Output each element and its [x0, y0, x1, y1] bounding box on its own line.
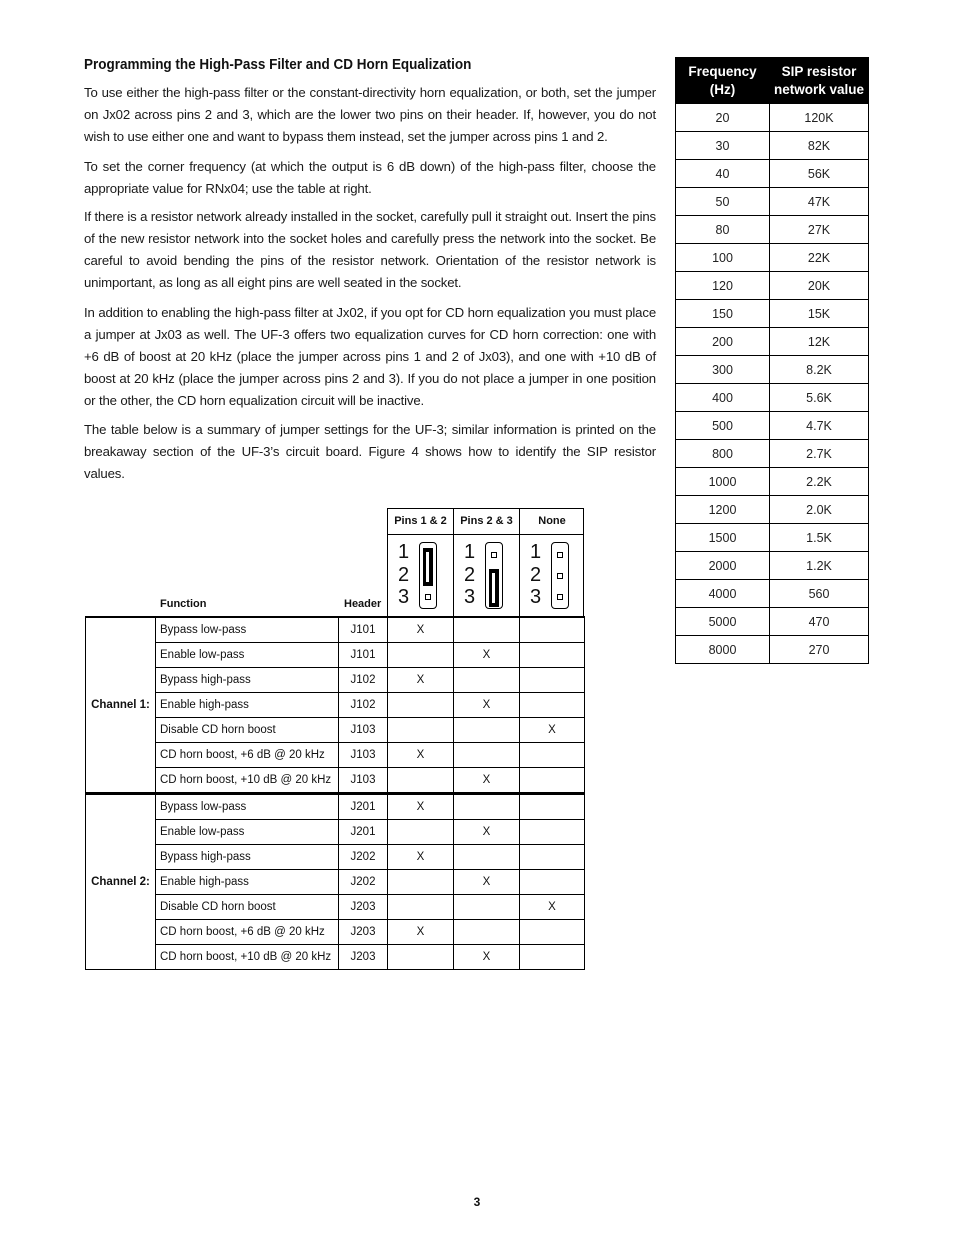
sip-value-cell: 270: [770, 636, 869, 664]
jumper-settings-table: [85, 616, 585, 970]
frequency-cell: 4000: [676, 580, 770, 608]
mark-cell: [454, 718, 520, 743]
mark-cell: [388, 870, 454, 895]
frequency-row: [676, 440, 869, 468]
table-row: [86, 668, 585, 693]
frequency-row: [676, 552, 869, 580]
frequency-cell: 150: [676, 300, 770, 328]
frequency-cell: 30: [676, 132, 770, 160]
header-cell: J203: [339, 945, 388, 970]
mark-cell: [454, 895, 520, 920]
table-row: [86, 820, 585, 845]
channel-group: [86, 794, 585, 970]
sip-value-cell: 2.0K: [770, 496, 869, 524]
frequency-cell: 400: [676, 384, 770, 412]
function-cell: Enable low-pass: [156, 820, 339, 845]
sip-value-cell: 2.7K: [770, 440, 869, 468]
frequency-cell: 500: [676, 412, 770, 440]
position-pins-2-3: [454, 509, 520, 617]
mark-cell: X: [388, 845, 454, 870]
mark-cell: [520, 643, 585, 668]
mark-cell: X: [388, 668, 454, 693]
mark-cell: [388, 768, 454, 794]
jumper-position-header: [387, 508, 584, 616]
frequency-cell: 50: [676, 188, 770, 216]
frequency-cell: 1500: [676, 524, 770, 552]
frequency-cell: 120: [676, 272, 770, 300]
sip-value-cell: 82K: [770, 132, 869, 160]
function-cell: CD horn boost, +10 dB @ 20 kHz: [156, 945, 339, 970]
mark-cell: [454, 668, 520, 693]
frequency-row: [676, 328, 869, 356]
function-cell: Enable high-pass: [156, 693, 339, 718]
paragraph-resistor-network: If there is a resistor network already installed in the socket, carefully pull it straight out. Insert the pins of the new resistor network into the socket holes and carefully press the network into the socket. Be careful to avoid bending the pins of the resistor network. Orientation of the resistor network is unimportant, as long as all eight pins are well seated in the socket.: [84, 209, 656, 290]
shunt-icon: [489, 569, 499, 607]
sip-value-cell: 22K: [770, 244, 869, 272]
frequency-cell: 800: [676, 440, 770, 468]
frequency-row: [676, 132, 869, 160]
frequency-row: [676, 524, 869, 552]
sip-value-cell: 56K: [770, 160, 869, 188]
mark-cell: [520, 870, 585, 895]
sip-value-column-header: SIP resistor network value: [770, 58, 869, 104]
table-row: [86, 920, 585, 945]
pin-numbers: 1 2 3: [398, 541, 410, 608]
mark-cell: X: [388, 743, 454, 768]
mark-cell: [388, 820, 454, 845]
jumper-header-icon: [485, 542, 503, 609]
mark-cell: [520, 845, 585, 870]
frequency-row: [676, 496, 869, 524]
sip-value-cell: 8.2K: [770, 356, 869, 384]
mark-cell: [454, 794, 520, 820]
sip-value-cell: 1.2K: [770, 552, 869, 580]
table-row: [86, 617, 585, 643]
paragraph-jumper-jx02: To use either the high-pass filter or the constant-directivity horn equalization, or both, set the jumper on Jx02 across pins 2 and 3, which are the lower two pins on their header. If, however, you do not wish to use either one and want to bypass them instead, set the jumper across pins 1 and 2.: [84, 85, 656, 144]
mark-cell: [520, 668, 585, 693]
shunt-icon: [423, 548, 433, 586]
frequency-cell: 200: [676, 328, 770, 356]
paragraph-cd-horn-eq: In addition to enabling the high-pass filter at Jx02, if you opt for CD horn equalization you must place a jumper at Jx03 as well. The UF-3 offers two equalization curves for CD horn correction: one with +6 dB of boost at 20 kHz (place the jumper across pins 1 and 2 of Jx03), and one with +10 dB of boost at 20 kHz (place the jumper across pins 2 and 3). If you do not place a jumper in one position or the other, the CD horn equalization circuit will be inactive.: [84, 305, 656, 408]
frequency-row: [676, 468, 869, 496]
mark-cell: [388, 718, 454, 743]
sip-value-cell: 5.6K: [770, 384, 869, 412]
frequency-cell: 100: [676, 244, 770, 272]
frequency-row: [676, 356, 869, 384]
mark-cell: X: [520, 895, 585, 920]
position-pins-1-2: [388, 509, 454, 617]
function-cell: Disable CD horn boost: [156, 718, 339, 743]
table-row: [86, 945, 585, 970]
table-row: [86, 895, 585, 920]
mark-cell: [520, 617, 585, 643]
position-label: Pins 2 & 3: [454, 509, 519, 535]
header-cell: J203: [339, 920, 388, 945]
sip-value-cell: 15K: [770, 300, 869, 328]
frequency-row: [676, 384, 869, 412]
function-cell: CD horn boost, +6 dB @ 20 kHz: [156, 743, 339, 768]
pin-numbers: 1 2 3: [464, 541, 476, 608]
mark-cell: [520, 945, 585, 970]
frequency-row: [676, 580, 869, 608]
mark-cell: X: [454, 945, 520, 970]
channel-group: [86, 617, 585, 794]
channel-label: Channel 1:: [86, 617, 156, 794]
sip-value-cell: 560: [770, 580, 869, 608]
jumper-header-icon: [419, 542, 437, 609]
sip-value-cell: 47K: [770, 188, 869, 216]
function-cell: Enable high-pass: [156, 870, 339, 895]
mark-cell: [520, 743, 585, 768]
frequency-cell: 80: [676, 216, 770, 244]
mark-cell: [454, 920, 520, 945]
frequency-column-header: Frequency (Hz): [676, 58, 770, 104]
pin-numbers: 1 2 3: [530, 541, 542, 608]
channel-label: Channel 2:: [86, 794, 156, 970]
frequency-row: [676, 636, 869, 664]
function-cell: CD horn boost, +6 dB @ 20 kHz: [156, 920, 339, 945]
mark-cell: [388, 643, 454, 668]
function-cell: Bypass high-pass: [156, 845, 339, 870]
header-cell: J202: [339, 845, 388, 870]
mark-cell: [454, 743, 520, 768]
header-cell: J202: [339, 870, 388, 895]
mark-cell: [388, 945, 454, 970]
frequency-row: [676, 272, 869, 300]
function-cell: CD horn boost, +10 dB @ 20 kHz: [156, 768, 339, 794]
table-row: [86, 794, 585, 820]
page-number: 3: [473, 1195, 481, 1209]
mark-cell: [388, 693, 454, 718]
sip-value-cell: 470: [770, 608, 869, 636]
frequency-row: [676, 412, 869, 440]
frequency-cell: 40: [676, 160, 770, 188]
frequency-cell: 5000: [676, 608, 770, 636]
header-cell: J102: [339, 693, 388, 718]
jumper-header-icon: [551, 542, 569, 609]
sip-value-cell: 12K: [770, 328, 869, 356]
section-heading: Programming the High-Pass Filter and CD Horn Equalization: [84, 57, 472, 73]
position-label: Pins 1 & 2: [388, 509, 453, 535]
table-row: [86, 845, 585, 870]
mark-cell: X: [520, 718, 585, 743]
sip-value-cell: 120K: [770, 104, 869, 132]
function-cell: Bypass low-pass: [156, 794, 339, 820]
header-cell: J203: [339, 895, 388, 920]
mark-cell: X: [454, 820, 520, 845]
frequency-table: [675, 57, 869, 664]
function-cell: Bypass low-pass: [156, 617, 339, 643]
mark-cell: X: [388, 617, 454, 643]
frequency-cell: 2000: [676, 552, 770, 580]
frequency-row: [676, 216, 869, 244]
header-column-label: Header: [344, 598, 382, 610]
mark-cell: X: [388, 794, 454, 820]
mark-cell: [520, 693, 585, 718]
mark-cell: X: [454, 768, 520, 794]
mark-cell: X: [454, 643, 520, 668]
mark-cell: [454, 617, 520, 643]
header-cell: J101: [339, 617, 388, 643]
mark-cell: [520, 820, 585, 845]
header-cell: J103: [339, 768, 388, 794]
mark-cell: X: [454, 693, 520, 718]
header-cell: J103: [339, 718, 388, 743]
table-row: [86, 693, 585, 718]
frequency-row: [676, 104, 869, 132]
sip-value-cell: 2.2K: [770, 468, 869, 496]
frequency-cell: 8000: [676, 636, 770, 664]
mark-cell: [520, 920, 585, 945]
table-row: [86, 870, 585, 895]
mark-cell: X: [454, 870, 520, 895]
frequency-cell: 1200: [676, 496, 770, 524]
header-cell: J101: [339, 643, 388, 668]
mark-cell: X: [388, 920, 454, 945]
frequency-row: [676, 300, 869, 328]
table-row: [86, 768, 585, 794]
header-cell: J103: [339, 743, 388, 768]
frequency-cell: 300: [676, 356, 770, 384]
table-row: [86, 643, 585, 668]
mark-cell: [520, 794, 585, 820]
sip-value-cell: 27K: [770, 216, 869, 244]
mark-cell: [454, 845, 520, 870]
frequency-row: [676, 160, 869, 188]
frequency-row: [676, 244, 869, 272]
function-cell: Disable CD horn boost: [156, 895, 339, 920]
function-cell: Enable low-pass: [156, 643, 339, 668]
table-row: [86, 743, 585, 768]
frequency-cell: 20: [676, 104, 770, 132]
frequency-cell: 1000: [676, 468, 770, 496]
mark-cell: [388, 895, 454, 920]
function-column-label: Function: [160, 598, 207, 610]
frequency-row: [676, 188, 869, 216]
frequency-row: [676, 608, 869, 636]
function-cell: Bypass high-pass: [156, 668, 339, 693]
sip-value-cell: 20K: [770, 272, 869, 300]
mark-cell: [520, 768, 585, 794]
sip-value-cell: 4.7K: [770, 412, 869, 440]
paragraph-corner-frequency: To set the corner frequency (at which the output is 6 dB down) of the high-pass filter, choose the appropriate value for RNx04; use the table at right.: [84, 159, 656, 196]
paragraph-summary: The table below is a summary of jumper settings for the UF-3; similar information is printed on the breakaway section of the UF-3’s circuit board. Figure 4 shows how to identify the SIP resistor values.: [84, 422, 656, 481]
header-cell: J201: [339, 820, 388, 845]
sip-value-cell: 1.5K: [770, 524, 869, 552]
position-none: [520, 509, 584, 617]
header-cell: J201: [339, 794, 388, 820]
position-label: None: [520, 509, 584, 535]
table-row: [86, 718, 585, 743]
header-cell: J102: [339, 668, 388, 693]
